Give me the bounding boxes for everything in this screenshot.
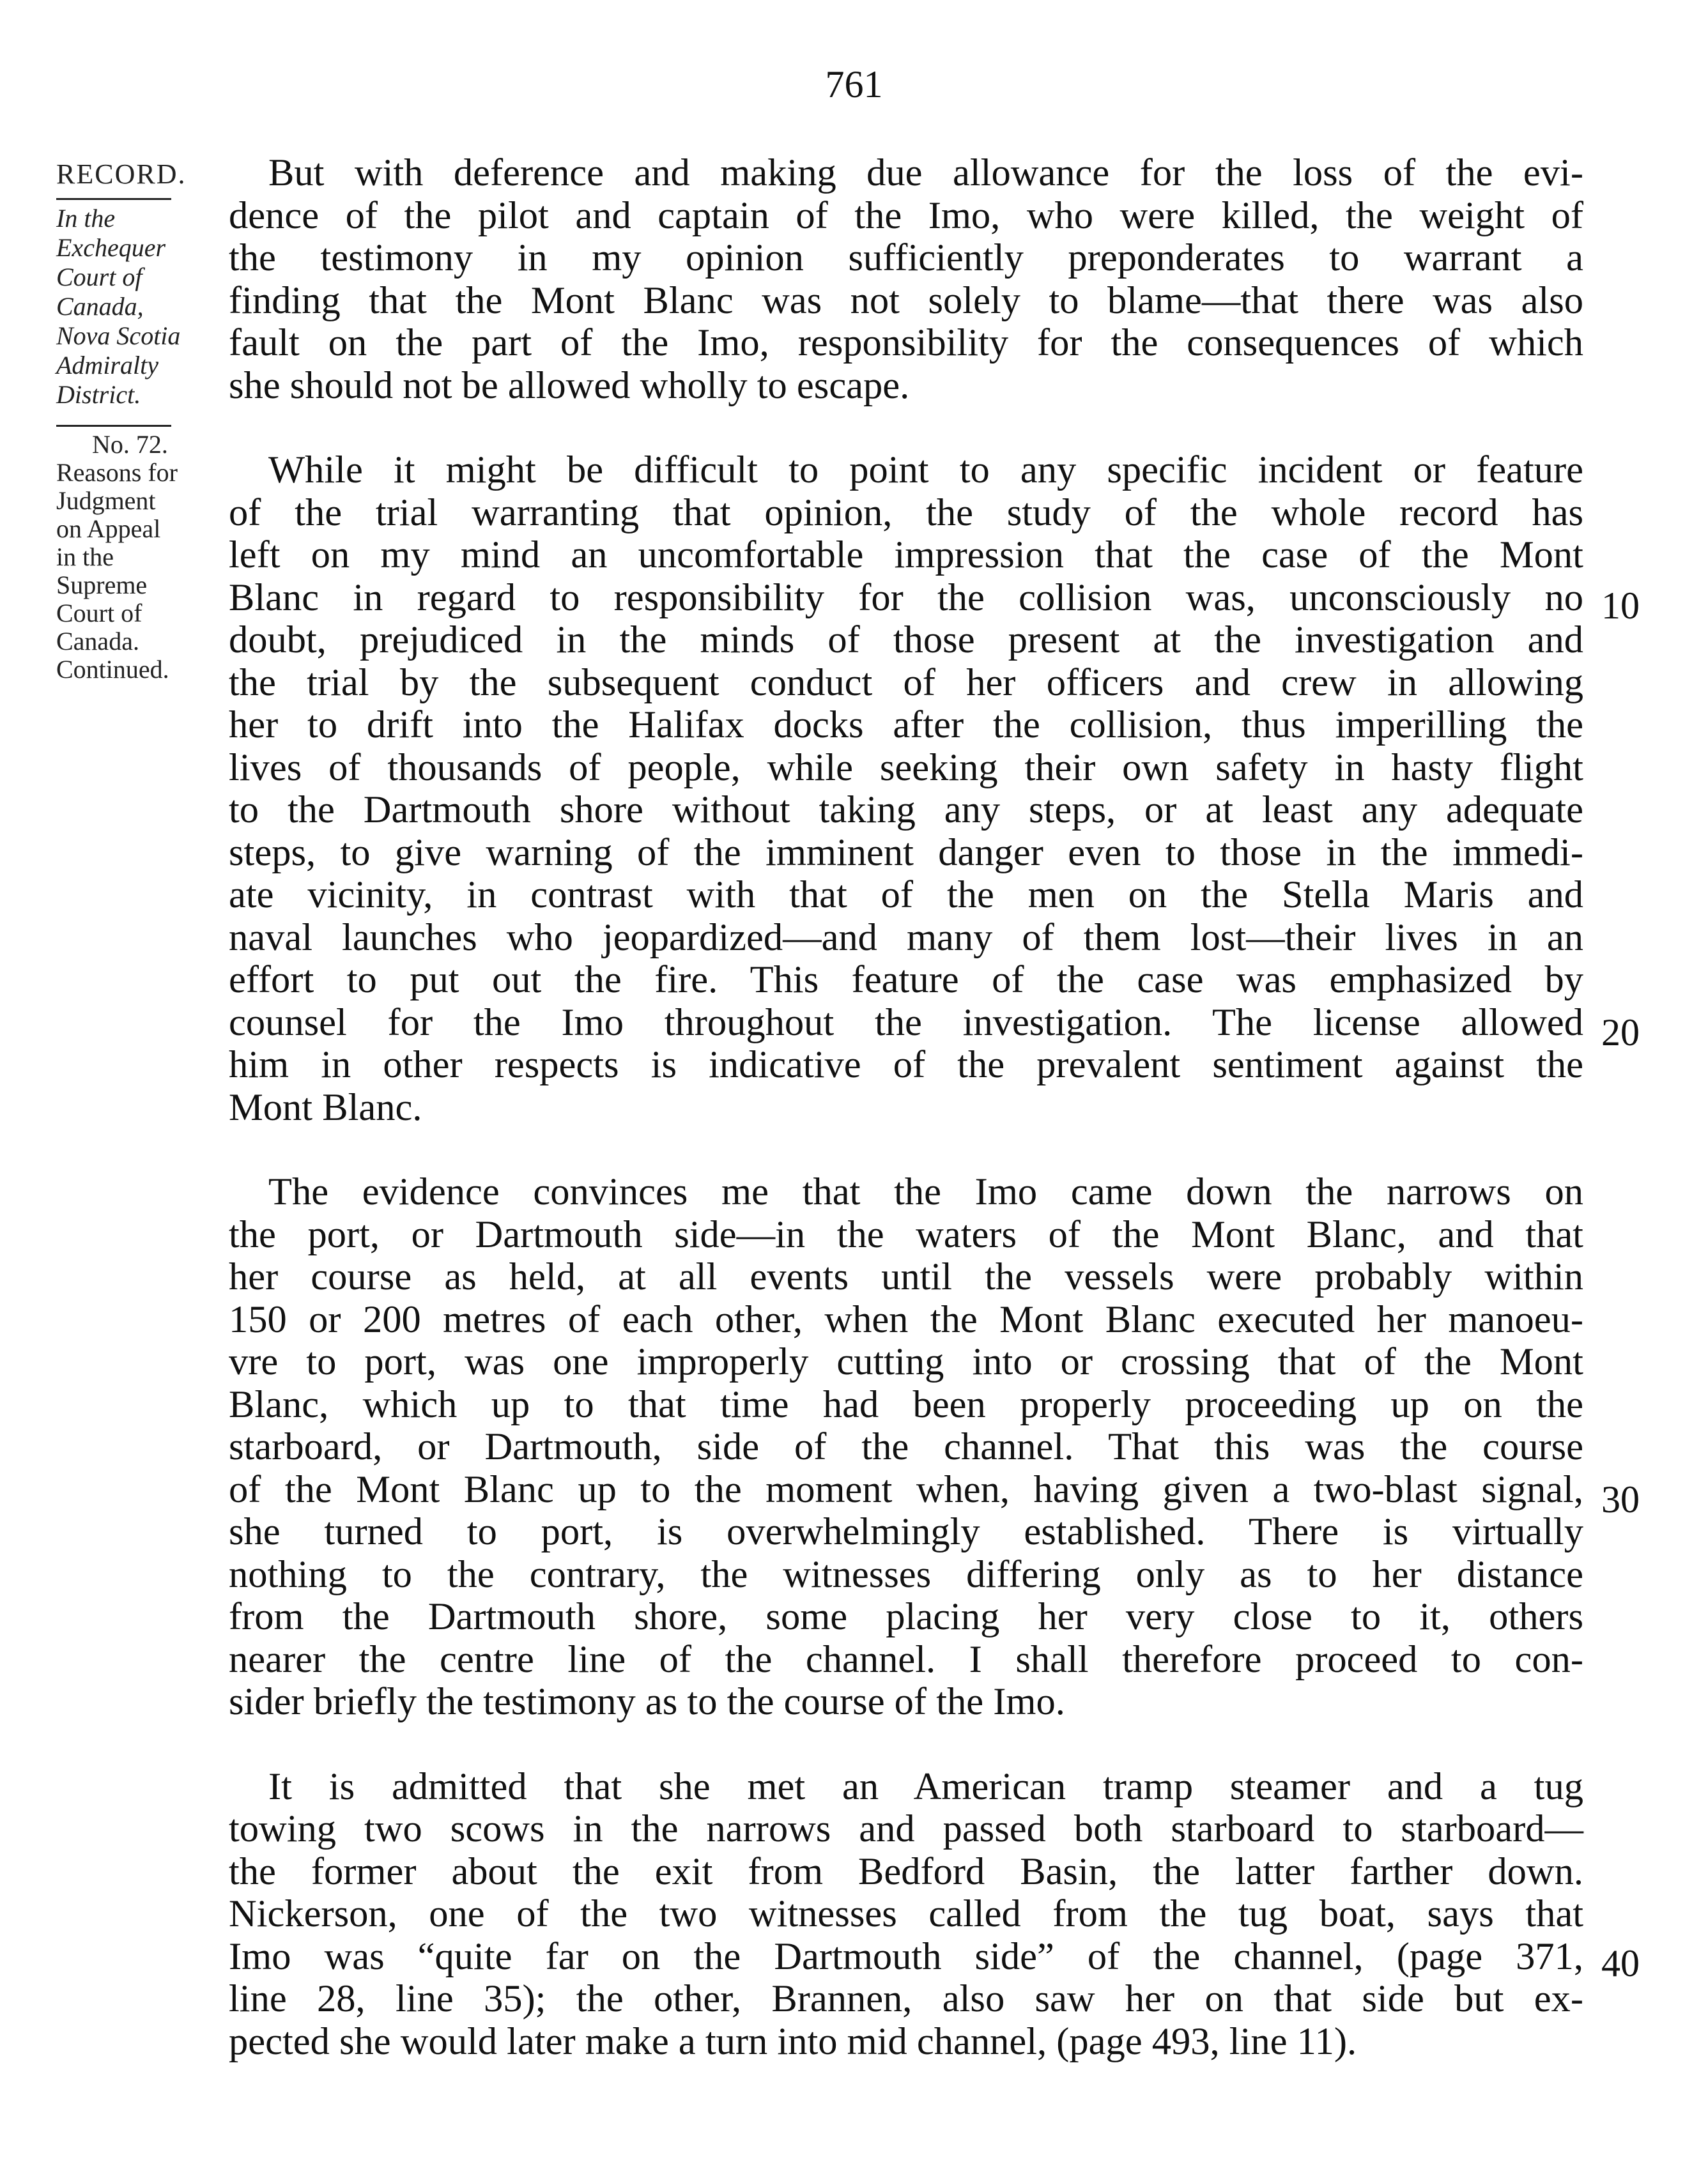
text-line: nothing to the contrary, the witnesses differing only as to her distance (229, 1552, 1583, 1596)
margin-judgment-line: in the (56, 542, 114, 571)
text-line: Mont Blanc. (229, 1085, 422, 1129)
paragraph (229, 1766, 1583, 2064)
paragraph (229, 449, 1583, 1129)
text-line: The evidence convinces me that the Imo came down the narrows on (268, 1170, 1583, 1213)
text-line: to the Dartmouth shore without taking any steps, or at least any adequate (229, 788, 1583, 831)
text-line: steps, to give warning of the imminent danger even to those in the immedi- (229, 831, 1583, 874)
text-line: But with deference and making due allowance for the loss of the evi- (268, 151, 1583, 194)
margin-court-line: Exchequer (56, 233, 166, 262)
text-line: dence of the pilot and captain of the Imo, who were killed, the weight of (229, 194, 1583, 237)
margin-rule (56, 198, 171, 200)
margin-judgment-line: Supreme (56, 571, 148, 599)
main-text (229, 152, 1583, 2105)
text-line: finding that the Mont Blanc was not solely to blame—that there was also (229, 279, 1583, 322)
margin-court-line: District. (56, 380, 141, 409)
text-line: pected she would later make a turn into mid channel, (page 493, line 11). (229, 2020, 1357, 2063)
text-line: her course as held, at all events until the vessels were probably within (229, 1255, 1583, 1298)
margin-rule (56, 425, 171, 427)
text-line: of the trial warranting that opinion, the study of the whole record has (229, 491, 1583, 534)
margin-record-label: RECORD. (56, 158, 187, 190)
margin-court-line: Admiralty (56, 351, 158, 379)
margin-judgment-line: Judgment (56, 486, 156, 515)
margin-judgment-line: Canada. (56, 627, 139, 656)
margin-judgment-line: Continued. (56, 655, 169, 684)
text-line: doubt, prejudiced in the minds of those present at the investigation and (229, 618, 1583, 661)
text-line: sider briefly the testimony as to the course of the Imo. (229, 1680, 1065, 1723)
text-line: the former about the exit from Bedford Basin, the latter farther down. (229, 1850, 1583, 1893)
text-line: counsel for the Imo throughout the investigation. The license allowed (229, 1000, 1583, 1044)
text-line: the testimony in my opinion sufficiently preponderates to warrant a (229, 236, 1583, 279)
line-number: 40 (1601, 1942, 1640, 1984)
margin-court-line: In the (56, 204, 116, 233)
text-line: Nickerson, one of the two witnesses called from the tug boat, says that (229, 1892, 1583, 1935)
text-line: Imo was “quite far on the Dartmouth side” of the channel, (page 371, (229, 1935, 1583, 1978)
text-line: It is admitted that she met an American tramp steamer and a tug (268, 1765, 1583, 1808)
text-line: 150 or 200 metres of each other, when the Mont Blanc executed her manoeu- (229, 1298, 1583, 1341)
text-line: starboard, or Dartmouth, side of the channel. That this was the course (229, 1425, 1583, 1468)
text-line: of the Mont Blanc up to the moment when, having given a two-blast signal, (229, 1468, 1583, 1511)
text-line: Blanc, which up to that time had been properly proceeding up on the (229, 1383, 1583, 1426)
text-line: him in other respects is indicative of the prevalent sentiment against the (229, 1043, 1583, 1086)
text-line: vre to port, was one improperly cutting into or crossing that of the Mont (229, 1340, 1583, 1383)
text-line: the port, or Dartmouth side—in the waters of the Mont Blanc, and that (229, 1213, 1583, 1256)
line-number: 20 (1601, 1011, 1640, 1054)
paragraph (229, 1171, 1583, 1724)
text-line: effort to put out the fire. This feature of the case was emphasized by (229, 958, 1583, 1001)
margin-judgment-line: No. 72. (92, 430, 168, 459)
text-line: naval launches who jeopardized—and many of them lost—their lives in an (229, 916, 1583, 959)
line-number: 30 (1601, 1478, 1640, 1521)
margin-judgment-line: Court of (56, 599, 142, 627)
margin-court-line: Canada, (56, 292, 144, 321)
margin-judgment-line: on Appeal (56, 514, 161, 543)
paragraph (229, 152, 1583, 407)
margin-court-line: Court of (56, 263, 142, 291)
text-line: her to drift into the Halifax docks after the collision, thus imperilling the (229, 703, 1583, 746)
text-line: nearer the centre line of the channel. I shall therefore proceed to con- (229, 1637, 1583, 1681)
text-line: line 28, line 35); the other, Brannen, also saw her on that side but ex- (229, 1977, 1583, 2020)
text-line: fault on the part of the Imo, responsibility for the consequences of which (229, 321, 1583, 364)
margin-court-line: Nova Scotia (56, 321, 181, 350)
margin-judgment-note (56, 425, 229, 684)
text-line: she should not be allowed wholly to escape. (229, 364, 910, 407)
text-line: left on my mind an uncomfortable impression that the case of the Mont (229, 533, 1583, 576)
margin-court-note (56, 198, 229, 410)
page-number: 761 (825, 63, 883, 105)
text-line: towing two scows in the narrows and passed both starboard to starboard— (229, 1807, 1583, 1850)
text-line: she turned to port, is overwhelmingly established. There is virtually (229, 1510, 1583, 1553)
text-line: Blanc in regard to responsibility for the collision was, unconsciously no (229, 576, 1583, 619)
text-line: from the Dartmouth shore, some placing her very close to it, others (229, 1595, 1583, 1638)
text-line: ate vicinity, in contrast with that of the men on the Stella Maris and (229, 873, 1583, 916)
line-number: 10 (1601, 585, 1640, 627)
text-line: While it might be difficult to point to any specific incident or feature (268, 448, 1583, 491)
text-line: lives of thousands of people, while seeking their own safety in hasty flight (229, 746, 1583, 789)
text-line: the trial by the subsequent conduct of her officers and crew in allowing (229, 661, 1583, 704)
margin-judgment-line: Reasons for (56, 458, 178, 487)
